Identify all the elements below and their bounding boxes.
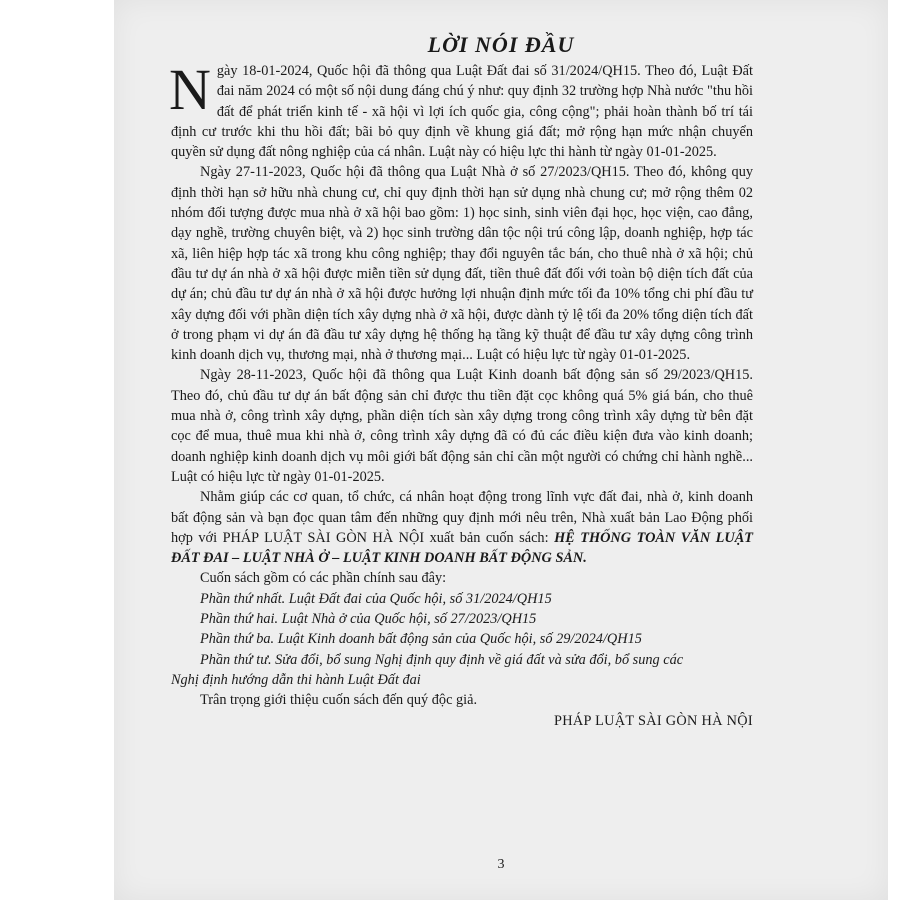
part-item-3: Phần thứ ba. Luật Kinh doanh bất động sản của Quốc hội, số 29/2024/QH15	[200, 631, 642, 648]
paragraph-publication	[171, 487, 753, 568]
parts-list	[171, 589, 753, 690]
book-title: HỆ THỐNG TOÀN VĂN LUẬT ĐẤT ĐAI – LUẬT NHÀ Ở – LUẬT KINH DOANH BẤT ĐỘNG SẢN.	[171, 529, 753, 567]
page-title: LỜI NÓI ĐẦU	[427, 32, 575, 57]
part-item-2: Phần thứ hai. Luật Nhà ở của Quốc hội, số 27/2023/QH15	[200, 611, 537, 628]
part-item-1: Phần thứ nhất. Luật Đất đai của Quốc hội, số 31/2024/QH15	[200, 590, 552, 607]
book-page	[114, 0, 888, 900]
publication-text: Nhằm giúp các cơ quan, tổ chức, cá nhân hoạt động trong lĩnh vực đất đai, nhà ở, kinh doanh bất động sản và bạn đọc quan tâm đến những quy định mới nêu trên, Nhà xuất bản Lao Động phối hợp với PHÁP LUẬT SÀI GÒN HÀ NỘI xuất bản cuốn sách:	[171, 489, 753, 546]
page-body	[169, 57, 753, 731]
paragraph-real-estate-law: Ngày 28-11-2023, Quốc hội đã thông qua Luật Kinh doanh bất động sản số 29/2023/QH15. Theo đó, chủ đầu tư dự án bất động sản chỉ được thu tiền đặt cọc không quá 5% giá bán, cho thuê mua nhà ở, công trình xây dựng, phần diện tích sàn xây dựng trong công trình xây dựng từ bên đặt cọc để mua, thuê mua khi nhà ở, công trình xây dựng đã có đủ các điều kiện đưa vào kinh doanh; doanh nghiệp kinh doanh dịch vụ môi giới bất động sản chỉ cần một người có chứng chỉ hành nghề... Luật có hiệu lực từ ngày 01-01-2025.	[171, 367, 753, 485]
page-number: 3	[497, 857, 505, 872]
paragraph-land-law	[169, 57, 753, 162]
paragraph-housing-law: Ngày 27-11-2023, Quốc hội đã thông qua Luật Nhà ở số 27/2023/QH15. Theo đó, không quy định thời hạn sở hữu nhà chung cư, chỉ quy định thời hạn sử dụng nhà chung cư; mở rộng thêm 02 nhóm đối tượng được mua nhà ở xã hội bao gồm: 1) học sinh, sinh viên đại học, học viện, cao đẳng, dạy nghề, trường chuyên biệt, và 2) học sinh trường dân tộc nội trú công lập, doanh nghiệp, hợp tác xã, liên hiệp hợp tác xã trong khu công nghiệp; thay đổi nguyên tắc bán, cho thuê nhà ở xã hội; chủ đầu tư dự án nhà ở xã hội được miễn tiền sử dụng đất, tiền thuê đất đối với toàn bộ diện tích đất của dự án; chủ đầu tư dự án nhà ở xã hội được hưởng lợi nhuận định mức tối đa 10% tổng chi phí đầu tư xây dựng đối với phần diện tích xây dựng nhà ở xã hội, được dành tỷ lệ tối đa 20% tổng diện tích đất ở trong phạm vi dự án đã đầu tư xây dựng hệ thống hạ tầng kỹ thuật để đầu tư xây dựng công trình kinh doanh dịch vụ, thương mại, nhà ở thương mại... Luật có hiệu lực từ ngày 01-01-2025.	[171, 164, 753, 364]
paragraph-land-law-text: gày 18-01-2024, Quốc hội đã thông qua Luật Đất đai số 31/2024/QH15. Theo đó, Luật Đất đai năm 2024 có một số nội dung đáng chú ý như: quy định 32 trường hợp Nhà nước "thu hồi đất để phát triển kinh tế - xã hội vì lợi ích quốc gia, công cộng"; phải hoàn thành bố trí tái định cư trước khi thu hồi đất; bãi bỏ quy định về khung giá đất; mở rộng hạn mức nhận chuyển quyền sử dụng đất nông nghiệp của cá nhân. Luật này có hiệu lực thi hành từ ngày 01-01-2025.	[171, 63, 753, 161]
closing-line: Trân trọng giới thiệu cuốn sách đến quý độc giả.	[200, 692, 478, 709]
parts-intro: Cuốn sách gồm có các phần chính sau đây:	[200, 570, 447, 587]
part-item-4b: Nghị định hướng dẫn thi hành Luật Đất đai	[171, 671, 421, 688]
signature: PHÁP LUẬT SÀI GÒN HÀ NỘI	[553, 712, 753, 729]
drop-cap: N	[169, 57, 211, 122]
part-item-4a: Phần thứ tư. Sửa đổi, bổ sung Nghị định quy định về giá đất và sửa đổi, bổ sung các	[200, 651, 684, 668]
